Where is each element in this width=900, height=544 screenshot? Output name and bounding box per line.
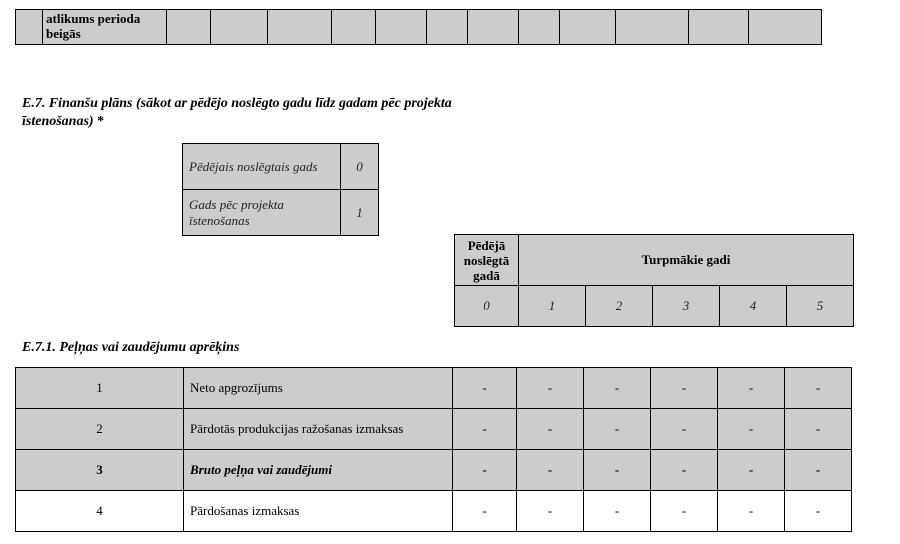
table-cell: [689, 10, 749, 45]
value-cell: -: [453, 368, 517, 409]
table-cell: [211, 10, 268, 45]
value-cell: -: [517, 368, 584, 409]
value-cell: -: [453, 491, 517, 532]
year-def-label: Gads pēc projekta īstenošanas: [183, 190, 341, 236]
table-cell: [427, 10, 468, 45]
table-row: [455, 235, 854, 286]
year-number: 2: [586, 286, 653, 327]
value-cell: -: [785, 450, 852, 491]
row-number: 1: [16, 368, 184, 409]
value-cell: -: [718, 409, 785, 450]
year-number: 4: [720, 286, 787, 327]
table-cell: [332, 10, 376, 45]
value-cell: -: [651, 409, 718, 450]
table-row: [183, 144, 379, 190]
table-cell: [376, 10, 427, 45]
value-cell: -: [651, 450, 718, 491]
table-cell: [16, 10, 43, 45]
value-cell: -: [517, 409, 584, 450]
row-label: atlikums perioda beigās: [43, 10, 167, 45]
value-cell: -: [517, 491, 584, 532]
value-cell: -: [785, 491, 852, 532]
table-row: [16, 10, 822, 45]
table-row: [16, 450, 852, 491]
row-number: 2: [16, 409, 184, 450]
table-row: [16, 409, 852, 450]
row-name: Bruto peļņa vai zaudējumi: [184, 450, 453, 491]
row-number: 3: [16, 450, 184, 491]
next-years-header: Turpmākie gadi: [519, 235, 854, 286]
value-cell: -: [718, 368, 785, 409]
year-number: 0: [455, 286, 519, 327]
row-name: Neto apgrozījums: [184, 368, 453, 409]
table-row: [16, 491, 852, 532]
table-row: [455, 286, 854, 327]
value-cell: -: [517, 450, 584, 491]
table-cell: [167, 10, 211, 45]
top-table-fragment: [15, 9, 822, 45]
table-row: [183, 190, 379, 236]
last-year-header: Pēdējā noslēgtā gadā: [455, 235, 519, 286]
year-def-label: Pēdējais noslēgtais gads: [183, 144, 341, 190]
table-row: [16, 368, 852, 409]
section-title: E.7. Finanšu plāns (sākot ar pēdējo noslēgto gadu līdz gadam pēc projekta īstenošanas): [22, 96, 452, 129]
row-number: 4: [16, 491, 184, 532]
value-cell: -: [651, 368, 718, 409]
table-cell: [616, 10, 689, 45]
years-header-table: [454, 234, 854, 327]
row-name: Pārdošanas izmaksas: [184, 491, 453, 532]
value-cell: -: [584, 491, 651, 532]
value-cell: -: [651, 491, 718, 532]
value-cell: -: [584, 368, 651, 409]
section-heading: [22, 95, 522, 131]
value-cell: -: [718, 450, 785, 491]
profit-loss-table: [15, 367, 852, 532]
value-cell: -: [785, 409, 852, 450]
value-cell: -: [453, 409, 517, 450]
table-cell: [268, 10, 332, 45]
value-cell: -: [584, 450, 651, 491]
year-def-value: 1: [341, 190, 379, 236]
year-definition-table: [182, 143, 379, 236]
value-cell: -: [718, 491, 785, 532]
table-cell: [468, 10, 519, 45]
table-cell: [519, 10, 560, 45]
year-def-value: 0: [341, 144, 379, 190]
value-cell: -: [584, 409, 651, 450]
table-cell: [560, 10, 616, 45]
row-name: Pārdotās produkcijas ražošanas izmaksas: [184, 409, 453, 450]
table-cell: [749, 10, 822, 45]
subsection-title: E.7.1. Peļņas vai zaudējumu aprēķins: [22, 340, 240, 355]
year-number: 3: [653, 286, 720, 327]
year-number: 5: [787, 286, 854, 327]
value-cell: -: [785, 368, 852, 409]
value-cell: -: [453, 450, 517, 491]
required-star: *: [97, 114, 105, 129]
year-number: 1: [519, 286, 586, 327]
